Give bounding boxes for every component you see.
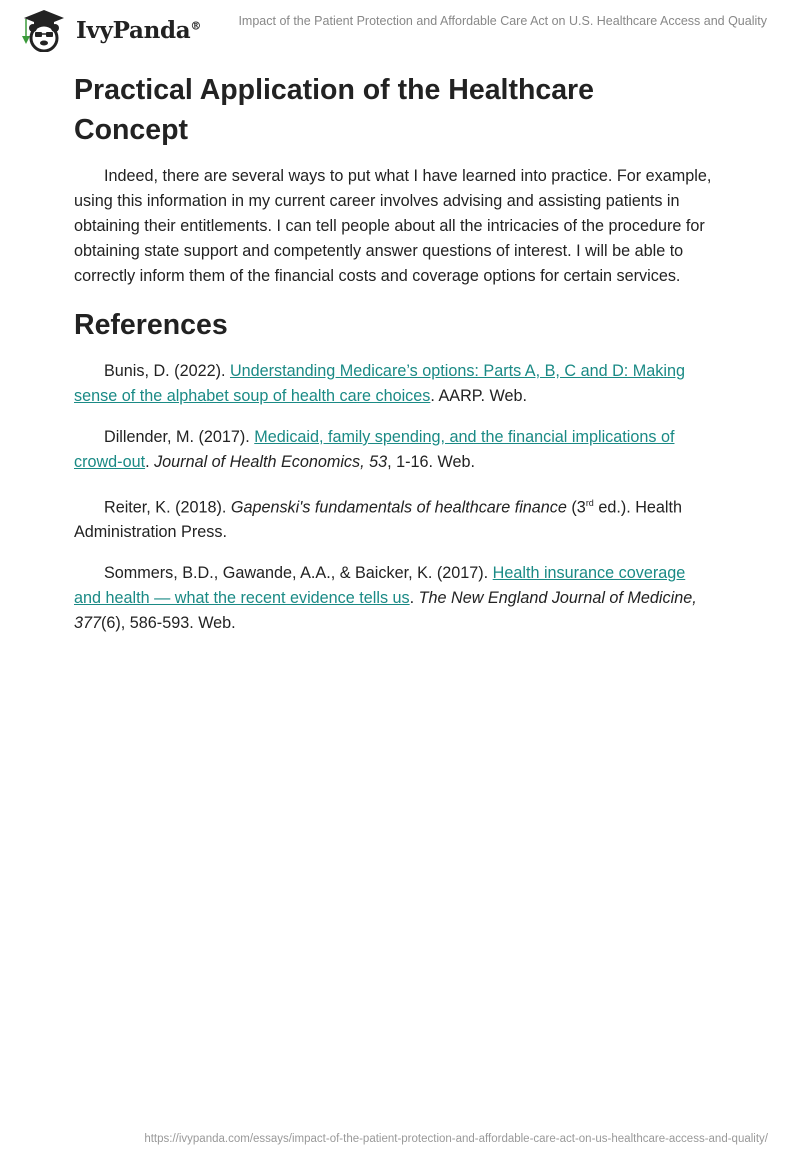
document-body <box>74 70 714 652</box>
reference-item: Bunis, D. (2022). Understanding Medicare’s options: Parts A, B, C and D: Making sense of the alphabet soup of health care choices. AARP. Web. <box>74 362 685 405</box>
reference-item: Dillender, M. (2017). Medicaid, family spending, and the financial implications of crowd-out. Journal of Health Economics, 53, 1-16. Web. <box>74 428 675 471</box>
logo-text: IvyPanda® <box>76 16 202 44</box>
document-title: Impact of the Patient Protection and Affordable Care Act on U.S. Healthcare Access and Quality <box>238 14 767 28</box>
ivypanda-logo[interactable] <box>18 8 201 52</box>
panda-graduate-icon <box>18 8 70 52</box>
footer-url: https://ivypanda.com/essays/impact-of-the-patient-protection-and-affordable-care-act-on-us-healthcare-access-and-quality/ <box>144 1133 768 1145</box>
page-header <box>0 0 800 60</box>
reference-item: Reiter, K. (2018). Gapenski's fundamentals of healthcare finance (3rd ed.). Health Administration Press. <box>74 498 683 542</box>
reference-link[interactable]: Health insurance coverage and health — what the recent evidence tells us <box>74 564 686 608</box>
section-heading: Practical Application of the Healthcare Concept <box>74 74 594 146</box>
reference-link[interactable]: Understanding Medicare’s options: Parts A, B, C and D: Making sense of the alphabet soup of health care choices <box>74 362 685 405</box>
section-paragraph: Indeed, there are several ways to put what I have learned into practice. For example, using this information in my current career involves advising and assisting patients in obtaining their entitlements. I can tell people about all the intricacies of the procedure for obtaining state support and competently answer questions of interest. I will be able to correctly inform them of the financial costs and coverage options for certain services. <box>74 167 712 285</box>
reference-item: Sommers, B.D., Gawande, A.A., & Baicker, K. (2017). Health insurance coverage and health — what the recent evidence tells us. The New England Journal of Medicine, 377(6), 586-593. Web. <box>74 564 697 633</box>
references-heading: References <box>74 309 228 341</box>
reference-link[interactable]: Medicaid, family spending, and the financial implications of crowd-out <box>74 428 675 471</box>
